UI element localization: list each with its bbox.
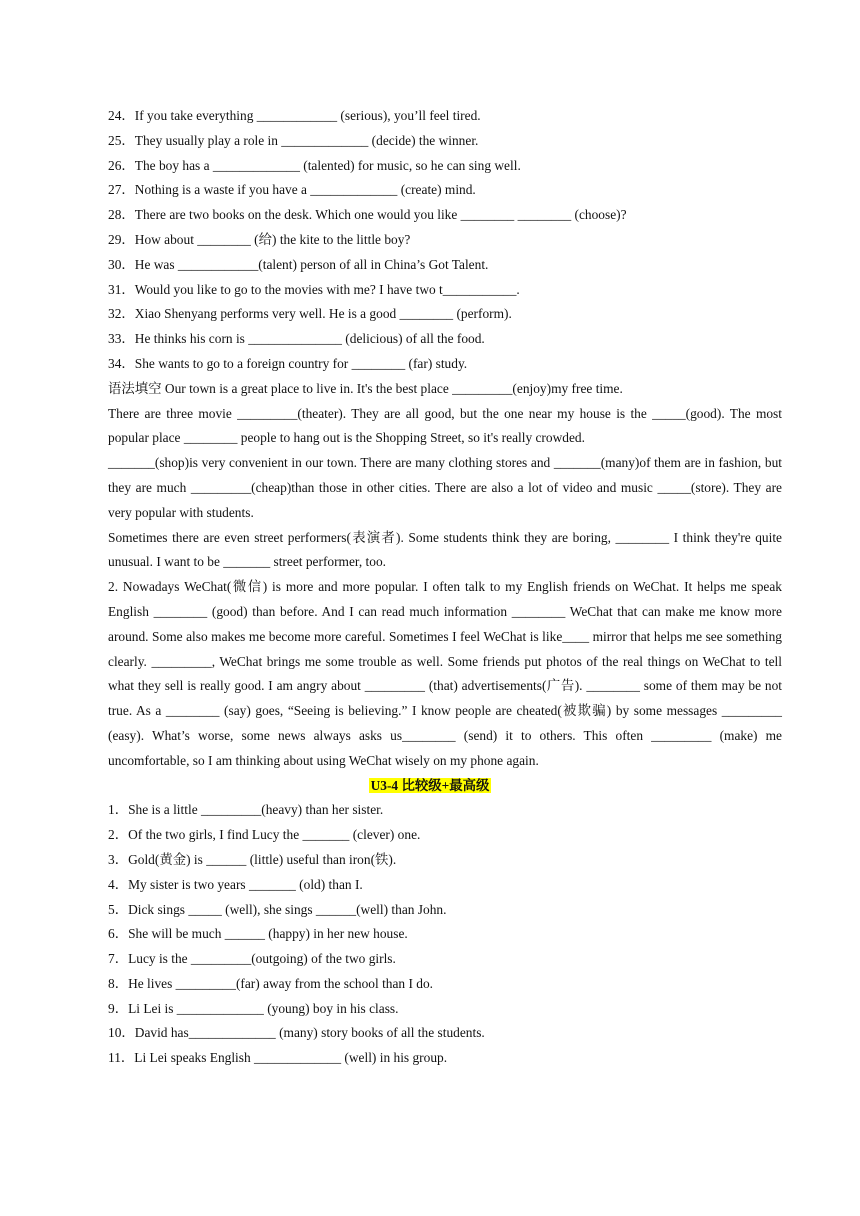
exercise-item: 27．Nothing is a waste if you have a _____________ (create) mind.	[108, 182, 476, 198]
exercise-item: 9．Li Lei is _____________ (young) boy in his class.	[108, 1000, 399, 1016]
exercise-item: 6．She will be much ______ (happy) in her new house.	[108, 926, 408, 942]
exercise-item: 8．He lives _________(far) away from the school than I do.	[108, 975, 434, 991]
passage-paragraph: Sometimes there are even street performers(表演者). Some students think they are boring, ________ I think they're quite unusual. I want to be _______ street performer, too.	[108, 529, 782, 570]
exercise-list-b	[78, 798, 782, 1071]
passage-paragraph: 语法填空 Our town is a great place to live in. It's the best place _________(enjoy)my free time.	[108, 380, 623, 396]
exercise-list-a	[78, 104, 782, 377]
worksheet-page	[78, 104, 782, 1071]
exercise-item: 32．Xiao Shenyang performs very well. He is a good ________ (perform).	[108, 306, 512, 322]
exercise-item: 28．There are two books on the desk. Which one would you like ________ ________ (choose)?	[108, 207, 627, 223]
exercise-item: 5．Dick sings _____ (well), she sings ______(well) than John.	[108, 901, 447, 917]
exercise-item: 10．David has_____________ (many) story books of all the students.	[108, 1025, 485, 1041]
exercise-item: 34．She wants to go to a foreign country for ________ (far) study.	[108, 355, 468, 371]
exercise-item: 31．Would you like to go to the movies with me? I have two t___________.	[108, 281, 520, 297]
exercise-item: 4．My sister is two years _______ (old) than I.	[108, 876, 363, 892]
exercise-item: 3．Gold(黄金) is ______ (little) useful than iron(铁).	[108, 851, 397, 867]
exercise-item: 24．If you take everything ____________ (serious), you’ll feel tired.	[108, 108, 481, 123]
exercise-item: 2．Of the two girls, I find Lucy the _______ (clever) one.	[108, 827, 421, 843]
grammar-fill-passage-2	[78, 575, 782, 773]
exercise-item: 29．How about ________ (给) the kite to the little boy?	[108, 231, 411, 247]
exercise-item: 1．She is a little _________(heavy) than her sister.	[108, 802, 384, 818]
exercise-item: 30．He was ____________(talent) person of all in China’s Got Talent.	[108, 256, 489, 272]
exercise-item: 33．He thinks his corn is ______________ (delicious) of all the food.	[108, 331, 485, 347]
exercise-item: 25．They usually play a role in _____________ (decide) the winner.	[108, 132, 479, 148]
section-heading-text: U3-4 比较级+最高级	[370, 777, 490, 793]
passage-paragraph: 2. Nowadays WeChat(微信) is more and more popular. I often talk to my English friends on WeChat. It helps me speak English ________ (good) than before. And I can read much information ________ WeChat that can make me know more around. Some also makes me become more careful. Sometimes I feel WeChat is like____ mirror that helps me see something clearly. _________, WeChat brings me some trouble as well. Some friends put photos of the real things on WeChat to tell what they sell is really good. I am angry about _________ (that) advertisements(广告). ________ some of them may be not true. As a ________ (say) goes, “Seeing is believing.” I know people are cheated(被欺骗) by some messages _________ (easy). What’s worse, some news always asks us________ (send) it to others. This often _________ (make) me uncomfortable, so I am thinking about using WeChat wisely on my phone again.	[108, 579, 782, 768]
exercise-item: 11．Li Lei speaks English _____________ (well) in his group.	[108, 1050, 448, 1066]
passage-paragraph: There are three movie _________(theater). They are all good, but the one near my house is the _____(good). The most popular place ________ people to hang out is the Shopping Street, so it's really crowded.	[108, 405, 782, 446]
exercise-item: 26．The boy has a _____________ (talented) for music, so he can sing well.	[108, 157, 521, 173]
section-heading	[78, 774, 782, 799]
passage-paragraph: _______(shop)is very convenient in our town. There are many clothing stores and _______(many)of them are in fashion, but they are much _________(cheap)than those in other cities. There are also a lot of video and music _____(store). They are very popular with students.	[108, 455, 782, 520]
exercise-item: 7．Lucy is the _________(outgoing) of the two girls.	[108, 951, 396, 967]
grammar-fill-passage-1	[78, 377, 782, 575]
